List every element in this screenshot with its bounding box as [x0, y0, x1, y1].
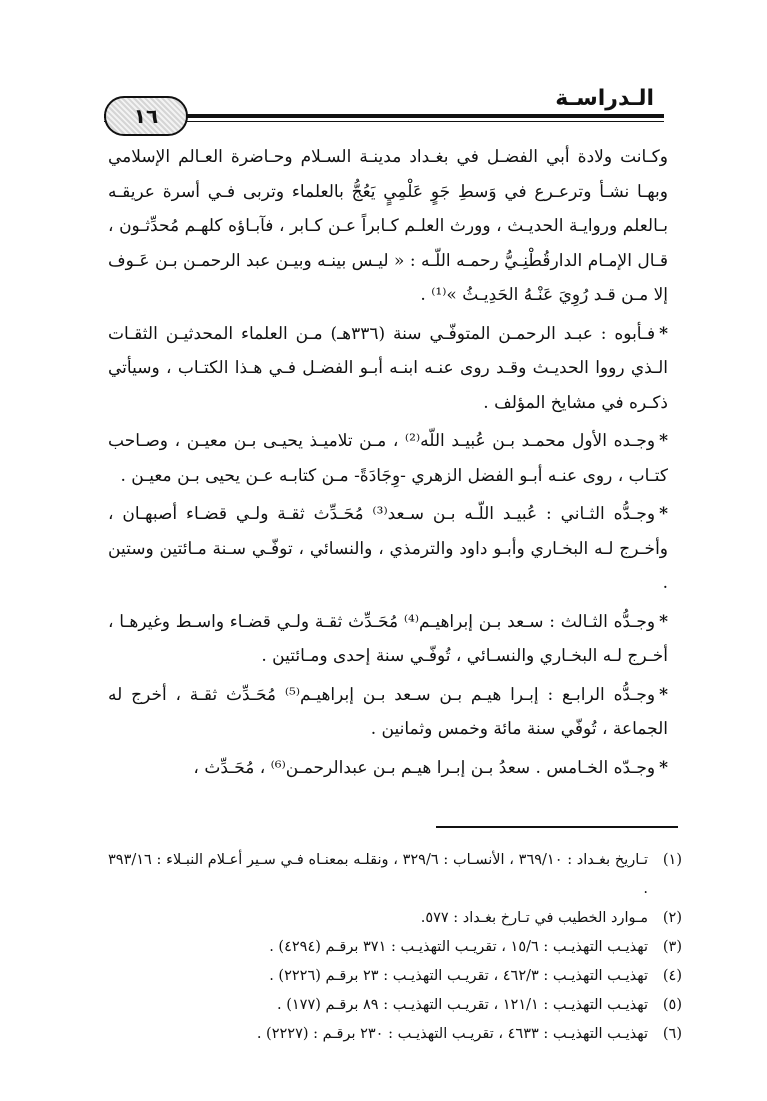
header-thick-rule — [104, 114, 664, 118]
star-marker: * — [659, 504, 669, 524]
footnote-number: (٢) — [662, 910, 682, 926]
paragraph-text: وجـده الأول محمـد بـن عُبيـد اللّه⁽²⁾ ، مـن تلاميـذ يحيـى بـن معيـن ، وصـاحب كتـاب ، روى عنـه أبـو الفضل الزهري -وِجَادَةً- مـن كتابـه عـن يحيى بـن معيـن . — [108, 431, 668, 486]
footnote-text: تهذيـب التهذيـب : ٤٦٢/٣ ، تقريـب التهذيـب : ٢٣ برقـم (٢٢٢٦) . — [269, 968, 648, 984]
star-marker: * — [659, 431, 668, 451]
footnote-item — [108, 1020, 682, 1049]
footnote-text: تهذيـب التهذيـب : ٤٦٣٣ ، تقريـب التهذيـب : ٢٣٠ برقـم : (٢٢٢٧) . — [256, 1026, 648, 1042]
paragraph-text: وجـدُّه الثـاني : عُبيـد اللّـه بـن سـعد⁽³⁾ مُحَـدِّث ثقـة ولـي قضـاء أصبهـان ، وأخـرج لـه البخـاري وأبـو داود والترمذي ، والنسائي ، توفّـي سـنة مـائتين وستين . — [108, 504, 668, 593]
footnote-text: تهذيـب التهذيـب : ١٢١/١ ، تقريـب التهذيـب : ٨٩ برقـم (١٧٧) . — [277, 997, 648, 1013]
header-thin-rule — [104, 121, 664, 122]
footnote-item — [108, 991, 682, 1020]
section-title: الـدراسـة — [555, 86, 654, 111]
footnote-item — [108, 962, 682, 991]
paragraph-text: وجـدُّه الرابـع : إبـرا هيـم بـن سـعد بـن إبراهيـم⁽⁵⁾ مُحَـدِّث ثقـة ، أخرج له الجماعة ، تُوفّي سنة مائة وخمس وثمانين . — [108, 684, 668, 739]
footnote-item — [108, 846, 682, 904]
page-header — [104, 86, 664, 134]
footnote-number: (٣) — [662, 939, 682, 955]
paragraph-second-grandfather — [108, 497, 668, 601]
paragraph-fourth-grandfather — [108, 678, 668, 747]
footnote-number: (١) — [662, 852, 682, 868]
paragraph-text: فـأبوه : عبـد الرحمـن المتوفّـي سنة (٣٣٦هـ) مـن العلماء المحدثيـن الثقـات الـذي رووا الحديـث وقـد روى عنـه ابنـه أبـو الفضـل فـي هـذا الكتـاب ، وسيأتي ذكـره في مشايخ المؤلف . — [108, 323, 668, 413]
footnote-number: (٤) — [662, 968, 682, 984]
page-number: ١٦ — [133, 104, 159, 128]
paragraph-intro — [108, 140, 668, 313]
footnote-text: مـوارد الخطيب في تـارخ بغـداد : ٥٧٧. — [420, 910, 648, 926]
footnote-separator — [436, 826, 678, 828]
footnotes-list — [108, 846, 682, 1049]
page-number-badge — [104, 96, 188, 136]
paragraph-first-grandfather — [108, 424, 668, 493]
paragraph-text: وكـانت ولادة أبي الفضـل في بغـداد مدينـة السـلام وحـاضرة العـالم الإسلامي وبهـا نشـأ وترعـرع في وَسطِ جَوٍ عَلْمِيٍ يَعُجُّ بالعلماء وتربى فـي أسرة عريقـه بـالعلم وروايـة الحديـث ، وورث العلـم كـابراً عـن كـابر ، فآبـاؤه كلهـم مُحدِّثـون ، قـال الإمـام الدارقُطْنِـيُّ رحمـه اللّـه : « ليـس بينـه وبيـن عبد الرحمـن بـن عَـوف إلا مـن قـد رُوِيَ عَنْـهُ الحَدِيـثُ »⁽¹⁾ . — [108, 147, 668, 305]
footnote-number: (٥) — [662, 997, 682, 1013]
paragraph-third-grandfather — [108, 605, 668, 674]
footnote-item — [108, 904, 682, 933]
star-marker: * — [659, 611, 668, 632]
paragraph-text: وجـدُّه الثـالث : سـعد بـن إبراهيـم⁽⁴⁾ مُحَـدِّث ثقـة ولـي قضـاء واسـط وغيرهـا ، أخـرج لـه البخـاري والنسـائي ، تُوفّـي سنة إحدى ومـائتين . — [108, 611, 668, 666]
star-marker: * — [659, 757, 668, 778]
paragraph-fifth-grandfather — [108, 751, 668, 786]
paragraph-father — [108, 317, 668, 421]
footnote-number: (٦) — [662, 1026, 682, 1042]
footnote-item — [108, 933, 682, 962]
main-text — [108, 140, 668, 785]
paragraph-text: وجـدّه الخـامس . سعدُ بـن إبـرا هيـم بـن عبدالرحمـن⁽⁶⁾ ، مُحَـدِّث ، — [193, 757, 656, 778]
star-marker: * — [659, 684, 668, 705]
footnote-text: تهذيـب التهذيـب : ١٥/٦ ، تقريـب التهذيـب : ٣٧١ برقـم (٤٢٩٤) . — [269, 939, 648, 955]
footnote-text: تـاريخ بغـداد : ٣٦٩/١٠ ، الأنسـاب : ٣٢٩/٦ ، ونقلـه بمعنـاه فـي سـير أعـلام النبـلاء : ٣٩٣/١٦ . — [108, 852, 648, 897]
star-marker: * — [659, 323, 668, 344]
